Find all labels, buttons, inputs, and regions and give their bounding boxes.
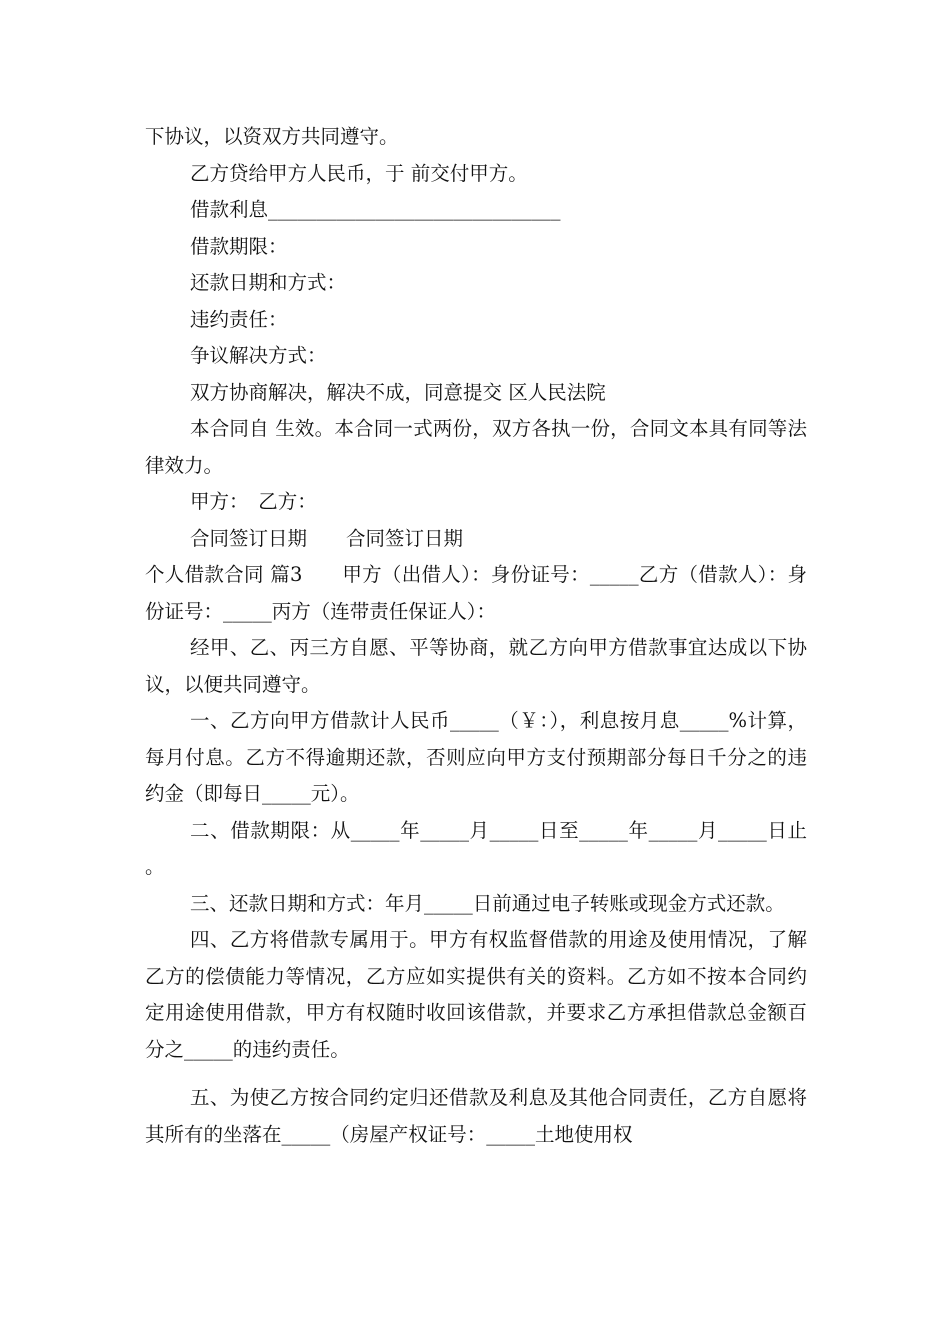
paragraph-clause-3: 三、还款日期和方式：年月_____日前通过电子转账或现金方式还款。 [190,891,785,915]
paragraph-clause-5: 五、为使乙方按合同约定归还借款及利息及其他合同责任，乙方自愿将其所有的坐落在_____（房屋产权证号：_____土地使用权 [145,1086,807,1146]
paragraph-clause-2: 二、借款期限：从_____年_____月_____日至_____年_____月_____日止。 [145,818,807,878]
paragraph-loan-term: 借款期限： [190,234,288,258]
paragraph-loan-interest: 借款利息______________________________ [190,198,561,221]
paragraph-loan-amount: 乙方贷给甲方人民币，于 前交付甲方。 [190,161,528,185]
paragraph-court-submission: 双方协商解决，解决不成，同意提交 区人民法院 [190,380,606,404]
paragraph-effectiveness: 本合同自 生效。本合同一式两份，双方各执一份，合同文本具有同等法律效力。 [145,417,807,477]
contract-body [145,119,807,1153]
paragraph-parties-signature: 甲方： 乙方： [190,490,317,513]
paragraph-dispute-resolution: 争议解决方式： [190,344,327,367]
paragraph-breach-liability: 违约责任： [190,307,288,331]
paragraph-clause-1: 一、乙方向甲方借款计人民币_____（￥：），利息按月息_____%计算，每月付息。乙方不得逾期还款，否则应向甲方支付预期部分每日千分之的违约金（即每日_____元）。 [145,709,807,805]
paragraph-consultation: 经甲、乙、丙三方自愿、平等协商，就乙方向甲方借款事宜达成以下协议，以便共同遵守。 [145,636,807,696]
paragraph-signing-dates: 合同签订日期 合同签订日期 [190,526,464,550]
paragraph-clause-4: 四、乙方将借款专属用于。甲方有权监督借款的用途及使用情况，了解乙方的偿债能力等情况，乙方应如实提供有关的资料。乙方如不按本合同约定用途使用借款，甲方有权随时收回该借款，并要求乙方承担借款总金额百分之_____的违约责任。 [145,928,807,1061]
paragraph-agreement-closing: 下协议，以资双方共同遵守。 [145,125,399,148]
paragraph-repayment-method: 还款日期和方式： [190,271,347,294]
paragraph-contract-3-header: 个人借款合同 篇3 甲方（出借人）：身份证号：_____乙方（借款人）：身份证号：_____丙方（连带责任保证人）： [145,563,807,623]
